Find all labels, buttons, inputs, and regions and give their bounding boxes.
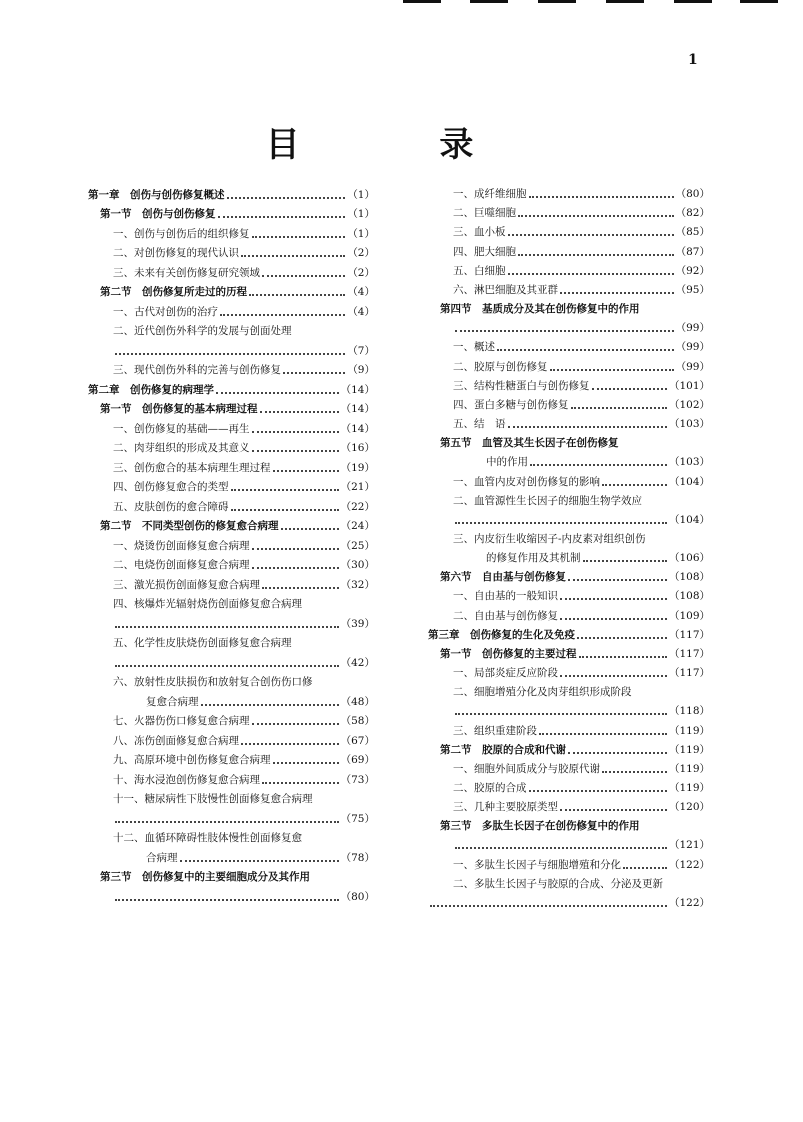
toc-entry: [428, 776, 710, 795]
toc-entry: [88, 494, 375, 514]
toc-leader-dots: [281, 528, 339, 530]
toc-entry-page: （99）: [675, 341, 710, 354]
toc-leader-dots: [273, 470, 339, 472]
toc-entry-title: 三、未来有关创伤修复研究领域: [113, 266, 260, 279]
toc-entry-title: 一、局部炎症反应阶段: [453, 667, 558, 680]
toc-entry: [428, 603, 710, 622]
toc-entry: [428, 201, 710, 220]
toc-entry-page: （42）: [340, 656, 375, 669]
toc-entry-page: （75）: [340, 812, 375, 825]
toc-entry-title: 第二节 不同类型创伤的修复愈合病理: [100, 520, 279, 532]
toc-entry-page: （99）: [675, 322, 710, 335]
toc-entry: [88, 689, 375, 709]
toc-entry-page: （9）: [347, 364, 375, 376]
toc-leader-dots: [262, 587, 339, 589]
toc-entry-title: 二、近代创伤外科学的发展与创面处理: [113, 325, 292, 337]
toc-leader-dots: [577, 637, 667, 639]
toc-entry-page: （80）: [675, 188, 710, 201]
toc-leader-dots: [568, 752, 667, 754]
toc-entry-page: （119）: [668, 762, 710, 775]
toc-entry-title: 一、自由基的一般知识: [453, 590, 558, 603]
toc-leader-dots: [508, 426, 667, 428]
toc-entry-page: （4）: [347, 286, 375, 298]
toc-leader-dots: [252, 567, 339, 569]
header-rule-5: [674, 0, 712, 3]
toc-entry-title: 一、古代对创伤的治疗: [113, 305, 218, 318]
toc-entry-title: 十、海水浸泡创伤修复愈合病理: [113, 773, 260, 786]
toc-entry-title: 五、白细胞: [453, 264, 506, 277]
toc-column-left: [88, 182, 375, 904]
toc-entry-title: 第二章 创伤修复的病理学: [88, 383, 214, 396]
toc-entry-page: （122）: [668, 858, 710, 871]
toc-entry-continuation: [88, 806, 375, 826]
toc-leader-dots: [252, 723, 339, 725]
toc-leader-dots: [273, 762, 339, 764]
toc-entry-page: （78）: [340, 851, 375, 864]
toc-entry-page: （103）: [668, 418, 710, 431]
toc-entry-title: 二、胶原的合成: [453, 782, 527, 794]
toc-leader-dots: [260, 411, 339, 413]
toc-entry-page: （14）: [340, 403, 375, 415]
toc-entry-title: 第六节 自由基与创伤修复: [440, 571, 566, 584]
toc-entry: [428, 565, 710, 584]
toc-entry-title: 九、高原环境中创伤修复愈合病理: [113, 754, 271, 766]
toc-entry-title: 十一、糖尿病性下肢慢性创面修复愈合病理: [113, 793, 313, 805]
toc-entry-title: 一、烧烫伤创面修复愈合病理: [113, 539, 250, 552]
toc-entry: [428, 623, 710, 642]
toc-entry-page: （58）: [340, 715, 375, 727]
toc-leader-dots: [602, 484, 667, 486]
toc-entry: [88, 572, 375, 592]
toc-entry-title: 五、结 语: [453, 418, 506, 431]
toc-leader-dots: [560, 292, 674, 294]
toc-leader-dots: [571, 407, 667, 409]
toc-entry: [428, 412, 710, 431]
toc-leader-dots: [560, 618, 667, 620]
toc-entry-page: （32）: [340, 578, 375, 591]
toc-entry: [88, 436, 375, 456]
toc-entry-page: （120）: [668, 801, 710, 814]
toc-entry-page: （82）: [675, 207, 710, 220]
toc-leader-dots: [530, 464, 667, 466]
toc-entry-page: （119）: [668, 743, 710, 756]
toc-entry: [88, 748, 375, 768]
toc-entry-title: 三、血小板: [453, 226, 506, 239]
toc-entry: [88, 455, 375, 475]
toc-leader-dots: [227, 197, 346, 199]
toc-entry-page: （92）: [675, 264, 710, 277]
toc-leader-dots: [115, 665, 339, 667]
toc-leader-dots: [252, 431, 339, 433]
toc-entry: [88, 241, 375, 261]
toc-entry-title: 二、对创伤修复的现代认识: [113, 247, 239, 259]
toc-entry-title: 十二、血循环障碍性肢体慢性创面修复愈: [113, 832, 302, 844]
toc-entry-page: （19）: [340, 461, 375, 474]
toc-entry: [88, 299, 375, 319]
toc-entry-title: 一、创伤修复的基础——再生: [113, 422, 250, 435]
header-rule-2: [470, 0, 508, 3]
toc-leader-dots: [115, 821, 339, 823]
toc-leader-dots: [241, 743, 339, 745]
toc-entry: [88, 475, 375, 495]
toc-entry: [428, 527, 710, 546]
toc-entry-title: 三、创伤愈合的基本病理生理过程: [113, 461, 271, 474]
toc-entry: [88, 221, 375, 241]
toc-entry: [88, 533, 375, 553]
toc-leader-dots: [455, 847, 667, 849]
toc-entry-page: （1）: [347, 208, 375, 220]
toc-entry: [428, 852, 710, 871]
toc-entry: [88, 631, 375, 651]
header-rule-1: [403, 0, 441, 3]
toc-leader-dots: [539, 733, 667, 735]
toc-entry: [88, 416, 375, 436]
toc-entry-title: 二、多肽生长因子与胶原的合成、分泌及更新: [453, 877, 663, 890]
toc-entry-page: （2）: [347, 247, 375, 259]
toc-entry-title: 四、创伤修复愈合的类型: [113, 481, 229, 493]
toc-entry-page: （14）: [340, 383, 375, 396]
toc-entry-continuation: [88, 611, 375, 631]
toc-leader-dots: [518, 215, 674, 217]
toc-leader-dots: [115, 626, 339, 628]
toc-leader-dots: [583, 560, 667, 562]
toc-entry-title: 二、巨噬细胞: [453, 207, 516, 220]
toc-entry: [428, 182, 710, 201]
toc-entry: [88, 182, 375, 202]
toc-entry: [428, 393, 710, 412]
toc-leader-dots: [508, 234, 674, 236]
toc-entry-page: （102）: [668, 398, 710, 411]
toc-entry-title: 七、火器伤伤口修复愈合病理: [113, 715, 250, 727]
toc-leader-dots: [560, 675, 667, 677]
toc-entry: [428, 718, 710, 737]
toc-leader-dots: [231, 509, 339, 511]
toc-leader-dots: [560, 809, 667, 811]
toc-entry: [88, 319, 375, 339]
toc-entry-continuation: [88, 884, 375, 904]
toc-entry-title: 第二节 创伤修复所走过的历程: [100, 286, 247, 298]
toc-entry: [428, 220, 710, 239]
toc-entry: [88, 787, 375, 807]
toc-entry: [428, 661, 710, 680]
toc-entry-title: 三、几种主要胶原类型: [453, 801, 558, 814]
toc-entry-title: 三、内皮衍生收缩因子-内皮素对组织创伤: [453, 532, 646, 545]
toc-leader-dots: [115, 899, 339, 901]
toc-entry-title: 一、多肽生长因子与细胞增殖和分化: [453, 858, 621, 871]
toc-entry-title: 第三节 多肽生长因子在创伤修复中的作用: [440, 820, 640, 833]
toc-entry-page: （108）: [668, 590, 710, 603]
toc-entry: [88, 592, 375, 612]
toc-entry: [88, 709, 375, 729]
toc-entry-title: 一、创伤与创伤后的组织修复: [113, 227, 250, 240]
toc-entry-title: 二、细胞增殖分化及肉芽组织形成阶段: [453, 686, 632, 699]
toc-leader-dots: [579, 656, 667, 658]
toc-entry-page: （22）: [340, 500, 375, 513]
toc-leader-dots: [560, 598, 667, 600]
toc-entry-page: （101）: [668, 379, 710, 392]
toc-entry-title: 一、血管内皮对创伤修复的影响: [453, 475, 600, 488]
toc-entry: [428, 680, 710, 699]
toc-entry-page: （104）: [668, 513, 710, 526]
toc-leader-dots: [455, 330, 674, 332]
toc-leader-dots: [241, 255, 345, 257]
toc-entry-page: （117）: [668, 628, 710, 641]
toc-entry-title: 一、细胞外间质成分与胶原代谢: [453, 762, 600, 775]
toc-entry-title: 第三节 创伤修复中的主要细胞成分及其作用: [100, 871, 310, 883]
toc-entry-page: （85）: [675, 226, 710, 239]
toc-entry-title: 四、蛋白多糖与创伤修复: [453, 398, 569, 411]
toc-entry: [428, 814, 710, 833]
toc-entry: [88, 260, 375, 280]
toc-leader-dots: [430, 905, 667, 907]
toc-entry: [428, 297, 710, 316]
toc-entry: [428, 795, 710, 814]
toc-leader-dots: [602, 771, 667, 773]
toc-leader-dots: [518, 254, 674, 256]
toc-entry-page: （109）: [668, 609, 710, 622]
toc-entry-page: （1）: [347, 188, 375, 201]
toc-entry-continuation: [428, 316, 710, 335]
toc-entry: [88, 670, 375, 690]
toc-entry-page: （1）: [347, 227, 375, 240]
toc-entry: [428, 335, 710, 354]
toc-entry-title: 第一章 创伤与创伤修复概述: [88, 188, 225, 201]
toc-entry: [88, 865, 375, 885]
toc-entry: [88, 397, 375, 417]
toc-leader-dots: [249, 294, 345, 296]
toc-entry: [88, 728, 375, 748]
toc-entry-continuation: [428, 891, 710, 910]
toc-entry-continuation: [88, 650, 375, 670]
header-rule-4: [606, 0, 644, 3]
toc-entry: [428, 757, 710, 776]
toc-entry-title: 一、概述: [453, 341, 495, 354]
toc-entry: [428, 584, 710, 603]
toc-entry-page: （39）: [340, 617, 375, 630]
toc-entry-title: 第二节 胶原的合成和代谢: [440, 743, 566, 756]
toc-entry-title: 二、肉芽组织的形成及其意义: [113, 442, 250, 454]
toc-leader-dots: [283, 372, 345, 374]
toc-entry-continuation: [428, 699, 710, 718]
toc-leader-dots: [568, 579, 667, 581]
toc-leader-dots: [529, 790, 667, 792]
toc-leader-dots: [201, 704, 339, 706]
toc-entry: [428, 450, 710, 469]
toc-entry-title: 三、现代创伤外科的完善与创伤修复: [113, 364, 281, 376]
toc-entry: [428, 374, 710, 393]
toc-entry-title: 五、化学性皮肤烧伤创面修复愈合病理: [113, 637, 292, 649]
toc-leader-dots: [262, 782, 339, 784]
toc-leader-dots: [497, 349, 674, 351]
toc-entry-page: （14）: [340, 422, 375, 435]
toc-leader-dots: [218, 216, 346, 218]
toc-entry-title: 二、电烧伤创面修复愈合病理: [113, 559, 250, 571]
toc-entry-page: （7）: [347, 344, 375, 357]
toc-entry-title: 第五节 血管及其生长因子在创伤修复: [440, 437, 619, 450]
toc-entry-page: （122）: [668, 896, 710, 909]
toc-entry-title: 三、组织重建阶段: [453, 724, 537, 737]
toc-entry-title: 复愈合病理: [146, 695, 199, 708]
toc-entry: [428, 738, 710, 757]
toc-entry-title: 二、自由基与创伤修复: [453, 609, 558, 622]
toc-leader-dots: [216, 392, 339, 394]
toc-entry-page: （121）: [668, 839, 710, 852]
toc-entry-page: （2）: [347, 266, 375, 279]
toc-leader-dots: [455, 713, 667, 715]
toc-entry-title: 第四节 基质成分及其在创伤修复中的作用: [440, 303, 640, 316]
toc-leader-dots: [252, 548, 339, 550]
toc-entry: [428, 642, 710, 661]
toc-entry-page: （119）: [668, 782, 710, 794]
toc-entry-page: （117）: [668, 647, 710, 660]
toc-leader-dots: [455, 522, 667, 524]
toc-entry: [428, 239, 710, 258]
toc-leader-dots: [592, 388, 667, 390]
toc-entry-page: （87）: [675, 245, 710, 258]
toc-entry: [88, 514, 375, 534]
toc-entry-page: （16）: [340, 442, 375, 454]
toc-leader-dots: [262, 275, 345, 277]
toc-entry-title: 八、冻伤创面修复愈合病理: [113, 734, 239, 747]
toc-entry-continuation: [88, 338, 375, 358]
toc-entry: [428, 354, 710, 373]
toc-entry-page: （48）: [340, 695, 375, 708]
toc-leader-dots: [508, 273, 674, 275]
toc-entry-page: （119）: [668, 724, 710, 737]
toc-entry-page: （103）: [668, 456, 710, 469]
toc-entry: [428, 546, 710, 565]
toc-entry-title: 中的作用: [486, 456, 528, 469]
toc-entry-title: 四、肥大细胞: [453, 245, 516, 258]
toc-entry-page: （4）: [347, 305, 375, 318]
toc-leader-dots: [180, 860, 339, 862]
toc-entry-title: 合病理: [146, 851, 178, 864]
toc-entry-title: 第一节 创伤修复的主要过程: [440, 647, 577, 660]
toc-entry-page: （106）: [668, 552, 710, 565]
toc-leader-dots: [231, 489, 339, 491]
toc-entry-page: （73）: [340, 773, 375, 786]
toc-entry: [88, 553, 375, 573]
toc-column-right: [428, 182, 710, 910]
toc-entry-page: （69）: [340, 754, 375, 766]
toc-entry-title: 第一节 创伤修复的基本病理过程: [100, 403, 258, 415]
toc-entry: [88, 826, 375, 846]
toc-entry: [428, 431, 710, 450]
toc-leader-dots: [623, 867, 667, 869]
toc-entry-title: 二、血管源性生长因子的细胞生物学效应: [453, 494, 642, 507]
toc-entry-title: 六、淋巴细胞及其亚群: [453, 283, 558, 296]
toc-entry-page: （117）: [668, 667, 710, 680]
page-number: 1: [688, 52, 698, 68]
toc-entry: [88, 845, 375, 865]
toc-entry-page: （118）: [668, 705, 710, 718]
toc-entry-title: 五、皮肤创伤的愈合障碍: [113, 500, 229, 513]
toc-entry: [88, 377, 375, 397]
toc-entry-page: （67）: [340, 734, 375, 747]
toc-entry: [428, 278, 710, 297]
toc-entry-page: （25）: [340, 539, 375, 552]
toc-entry-page: （21）: [340, 481, 375, 493]
toc-entry-continuation: [428, 508, 710, 527]
toc-entry: [428, 469, 710, 488]
toc-entry: [428, 259, 710, 278]
toc-entry-page: （99）: [675, 360, 710, 373]
toc-entry: [88, 202, 375, 222]
toc-entry-page: （24）: [340, 520, 375, 532]
toc-leader-dots: [529, 196, 674, 198]
toc-leader-dots: [252, 450, 339, 452]
toc-entry-page: （80）: [340, 890, 375, 903]
toc-entry-title: 三、激光损伤创面修复愈合病理: [113, 578, 260, 591]
toc-entry-title: 六、放射性皮肤损伤和放射复合创伤伤口修: [113, 676, 313, 688]
toc-entry-continuation: [428, 833, 710, 852]
toc-entry: [88, 358, 375, 378]
toc-entry-title: 三、结构性糖蛋白与创伤修复: [453, 379, 590, 392]
toc-entry-page: （95）: [675, 283, 710, 296]
toc-leader-dots: [252, 236, 346, 238]
header-rule-3: [538, 0, 576, 3]
header-rule-6: [740, 0, 778, 3]
toc-entry: [428, 489, 710, 508]
toc-entry: [88, 767, 375, 787]
toc-entry-title: 第一节 创伤与创伤修复: [100, 208, 216, 220]
toc-entry: [88, 280, 375, 300]
toc-entry-page: （108）: [668, 571, 710, 584]
toc-leader-dots: [115, 353, 345, 355]
toc-entry-title: 第三章 创伤修复的生化及免疫: [428, 628, 575, 641]
page-title: 目 录: [265, 125, 538, 165]
toc-entry-title: 二、胶原与创伤修复: [453, 360, 548, 373]
toc-leader-dots: [550, 369, 674, 371]
toc-entry-title: 一、成纤维细胞: [453, 188, 527, 201]
toc-entry-page: （104）: [668, 475, 710, 488]
toc-leader-dots: [220, 314, 345, 316]
toc-entry-page: （30）: [340, 559, 375, 571]
toc-entry-title: 四、核爆炸光辐射烧伤创面修复愈合病理: [113, 598, 302, 610]
toc-entry: [428, 872, 710, 891]
toc-entry-title: 的修复作用及其机制: [486, 552, 581, 565]
